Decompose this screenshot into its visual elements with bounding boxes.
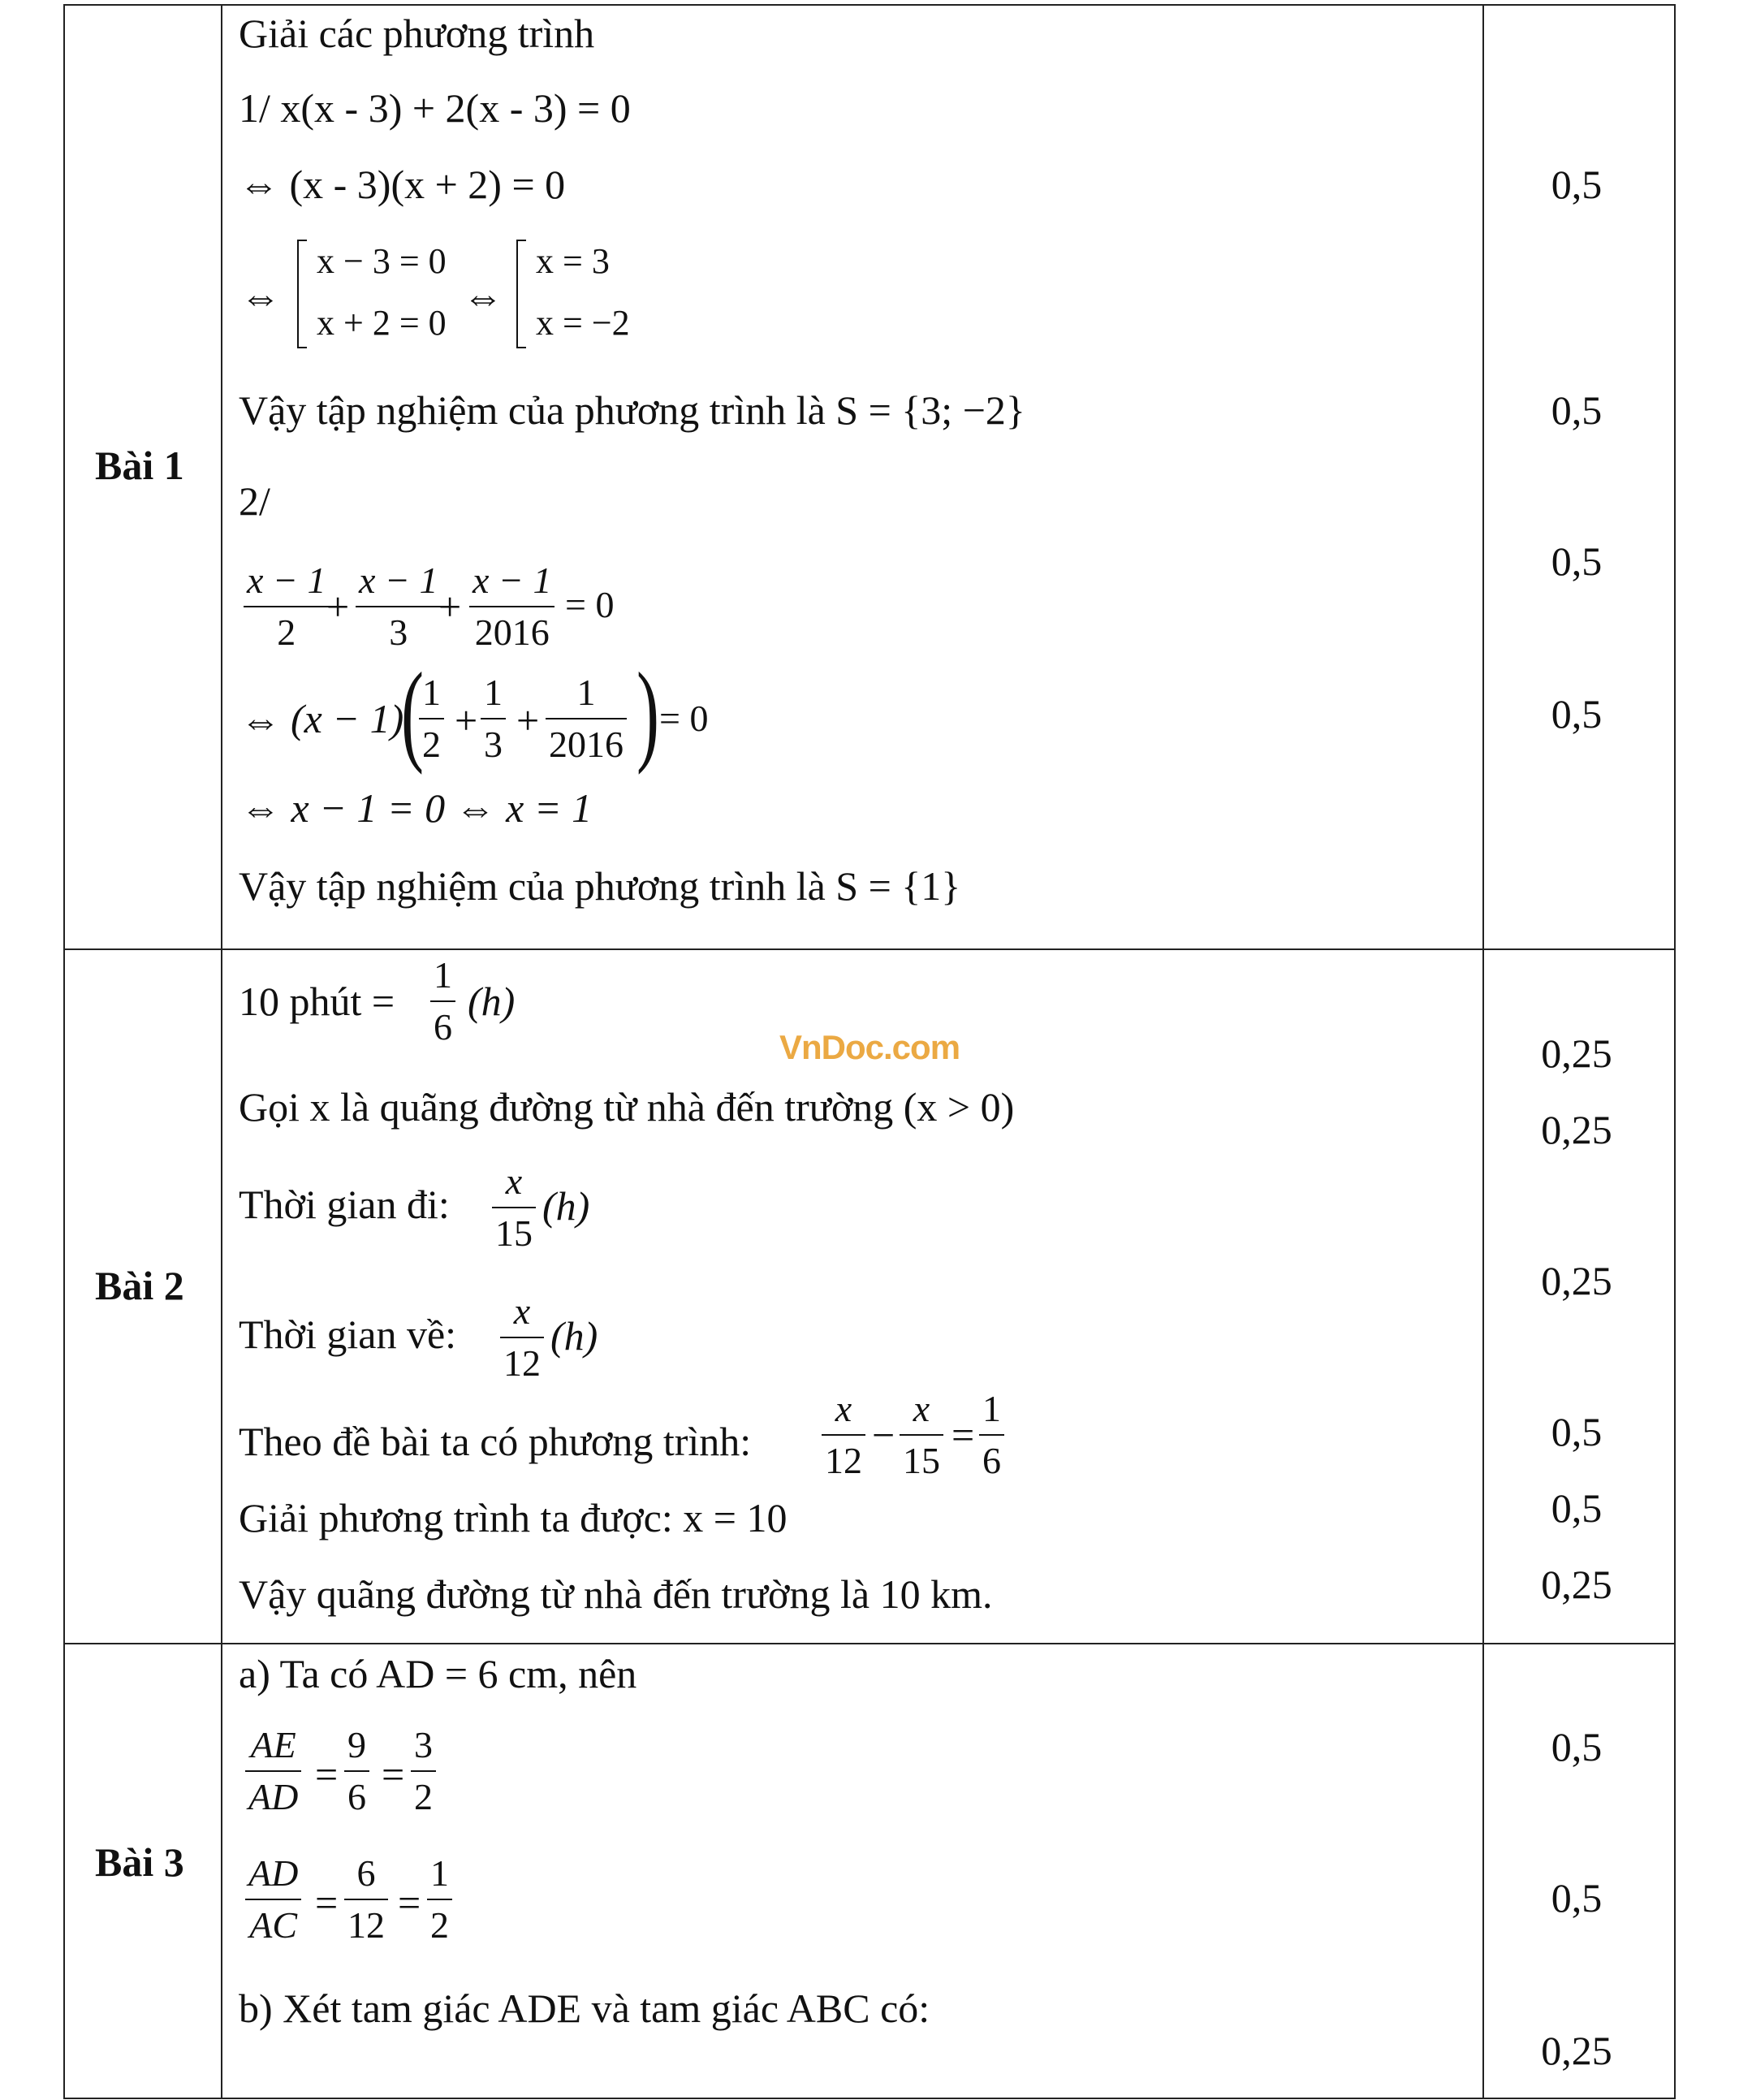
score: 0,25 [1541, 1107, 1612, 1152]
fraction-numerator: x [913, 1388, 930, 1429]
bai2-line-4-unit: (h) [550, 1313, 598, 1359]
fraction-denominator: 3 [389, 611, 408, 653]
equals-sign: = [951, 1412, 975, 1458]
bai1-system-b2: x = −2 [536, 303, 630, 343]
bai2-line-1-fraction [430, 954, 455, 1048]
fraction-denominator: 3 [484, 724, 503, 765]
bai1-system-bracket-1 [297, 240, 307, 348]
bai2-line-4-fraction [500, 1290, 544, 1384]
iff-sign: ⇔ [240, 698, 281, 743]
bai2-line-3-fraction [492, 1160, 536, 1254]
fraction-numerator: 1 [422, 672, 441, 713]
fraction-bar [492, 1207, 536, 1208]
fraction-bar [344, 1770, 369, 1772]
bai3-ratio-2-a [245, 1852, 301, 1946]
fraction-denominator: 15 [495, 1212, 533, 1254]
score: 0,25 [1541, 1562, 1612, 1607]
score: 0,25 [1541, 2028, 1612, 2073]
bai1-fraction-g1 [419, 674, 444, 763]
fraction-numerator: 1 [434, 954, 452, 996]
fraction-bar [469, 606, 554, 607]
bai2-line-5-fraction-c [979, 1390, 1004, 1480]
fraction-bar [356, 606, 441, 607]
vndoc-watermark-logo: VnDoc.com [779, 1028, 960, 1066]
bai2-line-1-text: 10 phút = [239, 979, 395, 1024]
score: 0,5 [1551, 1409, 1603, 1454]
bai2-line-7: Vậy quãng đường từ nhà đến trường là 10 km. [239, 1571, 993, 1617]
bai1-equation-1: 1/ x(x - 3) + 2(x - 3) = 0 [239, 85, 631, 131]
fraction-numerator: x − 1 [473, 560, 552, 601]
fraction-bar [419, 718, 444, 719]
equals-sign: = [315, 1880, 339, 1925]
fraction-numerator: x [835, 1388, 852, 1429]
bai2-line-6: Giải phương trình ta được: x = 10 [239, 1495, 788, 1540]
fraction-numerator: x [505, 1160, 523, 1202]
bai1-fraction-1 [244, 562, 329, 651]
equals-sign: = [315, 1752, 339, 1797]
fraction-numerator: 3 [414, 1724, 433, 1765]
fraction-denominator: 6 [982, 1440, 1001, 1481]
bai3-ratio-2-b [344, 1852, 388, 1946]
fraction-denominator: 15 [903, 1440, 940, 1481]
row-label-bai-3: Bài 3 [95, 1839, 184, 1885]
bai1-system-a1: x − 3 = 0 [317, 241, 447, 281]
bai3-part-a: a) Ta có AD = 6 cm, nên [239, 1651, 637, 1696]
row-label-bai-1: Bài 1 [95, 443, 184, 488]
fraction-numerator: x [513, 1290, 531, 1332]
equals-zero: = 0 [565, 584, 615, 625]
fraction-denominator: 12 [503, 1342, 541, 1384]
fraction-numerator: AD [248, 1852, 299, 1894]
score: 0,25 [1541, 1258, 1612, 1303]
score: 0,5 [1551, 1724, 1603, 1769]
fraction-bar [245, 1770, 301, 1772]
fraction-denominator: 2 [430, 1904, 449, 1946]
fraction-numerator: 1 [982, 1388, 1001, 1429]
bai1-system-iff-1: ⇔ [240, 274, 281, 319]
row-divider-2 [65, 1643, 1674, 1644]
fraction-denominator: 2 [277, 611, 296, 653]
fraction-numerator: 9 [347, 1724, 366, 1765]
fraction-bar [500, 1337, 544, 1338]
plus-sign: + [455, 698, 478, 743]
bai1-system-a2: x + 2 = 0 [317, 303, 447, 343]
fraction-denominator: 12 [825, 1440, 862, 1481]
score: 0,25 [1541, 1031, 1612, 1076]
fraction-numerator: 1 [484, 672, 503, 713]
bai2-line-4-text: Thời gian về: [239, 1311, 457, 1357]
left-parenthesis: ( [401, 650, 424, 776]
bai1-conclusion-2: Vậy tập nghiệm của phương trình là S = {1} [239, 863, 961, 909]
fraction-bar [411, 1770, 436, 1772]
score: 0,5 [1551, 1485, 1603, 1531]
score: 0,5 [1551, 691, 1603, 737]
bai1-fraction-g2 [481, 674, 506, 763]
fraction-denominator: 2016 [474, 611, 550, 653]
fraction-denominator: 2016 [549, 724, 624, 765]
bai2-line-1-unit: (h) [468, 979, 516, 1024]
fraction-bar [245, 1899, 301, 1900]
fraction-bar [822, 1434, 865, 1436]
bai1-heading: Giải các phương trình [239, 11, 595, 56]
minus-sign: − [872, 1412, 895, 1458]
right-parenthesis: ) [636, 650, 659, 776]
plus-sign: + [516, 698, 540, 743]
plus-sign: + [438, 584, 462, 629]
score: 0,5 [1551, 387, 1603, 433]
bai1-equation-4: ⇔ x − 1 = 0 ⇔ x = 1 [240, 785, 593, 831]
row-divider-1 [65, 948, 1674, 950]
bai2-line-2: Gọi x là quãng đường từ nhà đến trường (x > 0) [239, 1084, 1015, 1130]
bai1-equation-2: ⇔ (x - 3)(x + 2) = 0 [239, 162, 566, 207]
score: 0,5 [1551, 162, 1603, 207]
bai2-line-5-fraction-a [822, 1390, 865, 1480]
score: 0,5 [1551, 1875, 1603, 1921]
bai1-fraction-g3 [546, 674, 627, 763]
bai3-part-b: b) Xét tam giác ADE và tam giác ABC có: [239, 1985, 930, 2031]
bai1-system-iff-2: ⇔ [463, 274, 503, 319]
fraction-bar [244, 606, 329, 607]
fraction-bar [979, 1434, 1004, 1436]
fraction-bar [546, 718, 627, 719]
fraction-denominator: AC [249, 1904, 298, 1946]
equals-zero: = 0 [659, 698, 709, 739]
fraction-denominator: AD [248, 1776, 299, 1817]
fraction-numerator: 1 [430, 1852, 449, 1894]
fraction-numerator: x − 1 [359, 560, 438, 601]
fraction-denominator: 2 [414, 1776, 433, 1817]
fraction-bar [427, 1899, 452, 1900]
bai2-line-3-unit: (h) [542, 1183, 590, 1229]
fraction-denominator: 2 [422, 724, 441, 765]
score: 0,5 [1551, 538, 1603, 584]
bai3-ratio-2-c [427, 1852, 452, 1946]
bai1-system-b1: x = 3 [536, 241, 610, 281]
fraction-denominator: 6 [434, 1006, 452, 1048]
fraction-bar [344, 1899, 388, 1900]
equals-sign: = [382, 1752, 405, 1797]
bai1-fraction-2 [356, 562, 441, 651]
fraction-bar [430, 1000, 455, 1002]
bai1-conclusion-1: Vậy tập nghiệm của phương trình là S = {3; −2} [239, 387, 1025, 433]
equals-sign: = [398, 1880, 421, 1925]
plus-sign: + [326, 584, 350, 629]
bai2-line-3-text: Thời gian đi: [239, 1182, 450, 1227]
fraction-bar [900, 1434, 943, 1436]
column-divider-left [221, 6, 222, 2098]
fraction-numerator: AE [250, 1724, 296, 1765]
bai1-system-bracket-2 [516, 240, 526, 348]
bai2-line-5-fraction-b [900, 1390, 943, 1480]
bai1-part-2: 2/ [239, 478, 270, 524]
fraction-numerator: x − 1 [247, 560, 326, 601]
fraction-numerator: 6 [356, 1852, 376, 1894]
fraction-bar [481, 718, 506, 719]
bai2-line-5-text: Theo đề bài ta có phương trình: [239, 1419, 752, 1464]
bai3-ratio-1-c [411, 1726, 436, 1816]
bai3-ratio-1-a [245, 1726, 301, 1816]
fraction-denominator: 6 [347, 1776, 366, 1817]
row-label-bai-2: Bài 2 [95, 1263, 184, 1308]
fraction-numerator: 1 [576, 672, 596, 713]
fraction-denominator: 12 [347, 1904, 385, 1946]
bai3-ratio-1-b [344, 1726, 369, 1816]
bai1-factor: (x − 1) [291, 696, 404, 741]
bai1-fraction-3 [469, 562, 554, 651]
